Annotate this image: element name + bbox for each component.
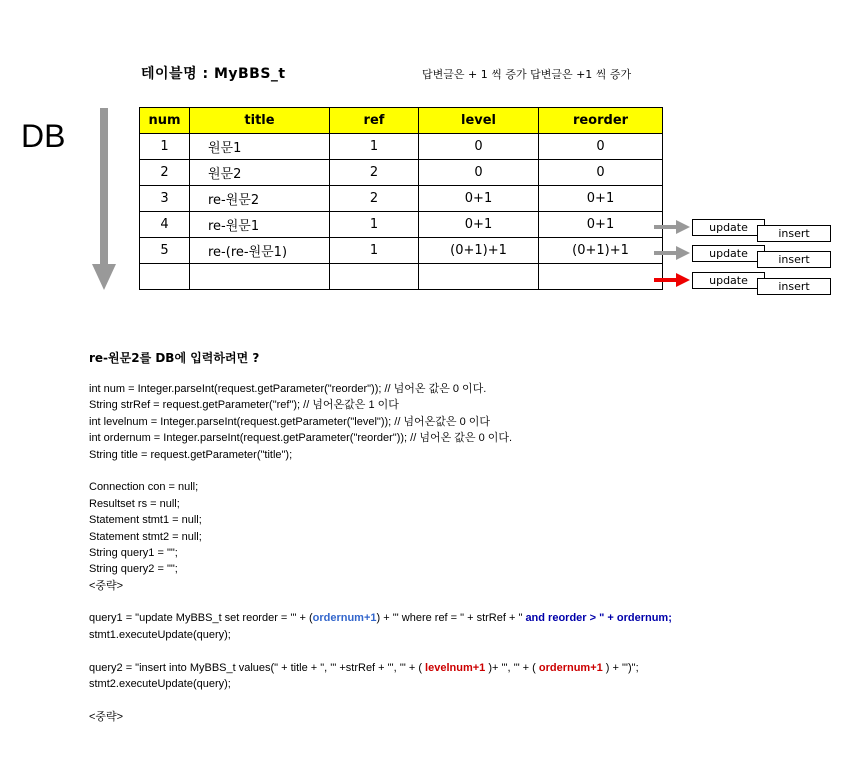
update-box: update: [692, 272, 765, 289]
code-line: int ordernum = Integer.parseInt(request.getParameter("reorder")); // 넘어온 값은 0 이다.: [89, 432, 513, 445]
code-line: Statement stmt2 = null;: [89, 530, 202, 543]
cell-level: (0+1)+1: [419, 238, 539, 264]
cell-title: 원문1: [190, 134, 330, 160]
cell-title: re-(re-원문1): [190, 238, 330, 264]
cell-title: 원문2: [190, 160, 330, 186]
insert-box: insert: [757, 225, 831, 242]
table-row: [140, 238, 663, 264]
cell-ref: 2: [330, 186, 419, 212]
code-highlight: ordernum+1: [312, 612, 377, 625]
db-label: DB: [21, 118, 66, 154]
cell-ref: 2: [330, 160, 419, 186]
column-header: reorder: [539, 108, 663, 134]
cell-title: re-원문2: [190, 186, 330, 212]
table-row: [140, 186, 663, 212]
cell-num: 4: [140, 212, 190, 238]
column-header: ref: [330, 108, 419, 134]
right-arrow-icon: [654, 273, 692, 287]
table-row: [140, 134, 663, 160]
code-line: <중략>: [89, 579, 124, 592]
code-line: String query1 = "";: [89, 546, 178, 559]
code-line: int levelnum = Integer.parseInt(request.getParameter("level")); // 넘어온값은 0 이다: [89, 415, 491, 428]
insert-box: insert: [757, 251, 831, 268]
column-header: num: [140, 108, 190, 134]
cell-ref: 1: [330, 134, 419, 160]
cell-reorder: 0+1: [539, 186, 663, 212]
cell-reorder: 0: [539, 160, 663, 186]
code-text: query2 = "insert into MyBBS_t values(" + title + ", '" +strRef + "', '" + (: [89, 661, 426, 674]
increment-note: 답변글은 + 1 씩 증가 답변글은 +1 씩 증가: [422, 68, 632, 81]
code-text: ) + "')";: [602, 661, 639, 674]
cell-num: 3: [140, 186, 190, 212]
cell-level: 0+1: [419, 212, 539, 238]
code-line: String title = request.getParameter("title");: [89, 448, 293, 461]
code-highlight: and reorder > " + ordernum;: [525, 612, 672, 625]
cell-ref: [330, 264, 419, 290]
cell-num: 5: [140, 238, 190, 264]
right-arrow-icon: [654, 220, 692, 234]
code-line: Connection con = null;: [89, 481, 199, 494]
table-title: 테이블명 : MyBBS_t: [141, 66, 286, 82]
cell-reorder: 0+1: [539, 212, 663, 238]
cell-level: 0: [419, 160, 539, 186]
cell-reorder: [539, 264, 663, 290]
table-row: [140, 212, 663, 238]
cell-level: [419, 264, 539, 290]
blank-line: [89, 463, 672, 479]
code-block: [89, 381, 672, 725]
code-line: Statement stmt1 = null;: [89, 514, 202, 527]
question-heading: re-원문2를 DB에 입력하려면 ?: [89, 351, 260, 365]
cell-ref: 1: [330, 212, 419, 238]
bbs-table: [139, 107, 663, 290]
cell-num: 2: [140, 160, 190, 186]
code-line: Resultset rs = null;: [89, 497, 180, 510]
cell-title: re-원문1: [190, 212, 330, 238]
column-header: title: [190, 108, 330, 134]
table-row: [140, 160, 663, 186]
code-text: )+ "', '" + (: [485, 661, 539, 674]
update-box: update: [692, 245, 765, 262]
table-header-row: [140, 108, 663, 134]
code-line: stmt2.executeUpdate(query);: [89, 678, 231, 691]
code-line: stmt1.executeUpdate(query);: [89, 628, 231, 641]
cell-level: 0+1: [419, 186, 539, 212]
down-arrow-icon: [88, 108, 122, 292]
code-line: <중략>: [89, 710, 124, 723]
cell-ref: 1: [330, 238, 419, 264]
right-arrow-icon: [654, 246, 692, 260]
table-row: [140, 264, 663, 290]
code-highlight: ordernum+1: [538, 661, 603, 674]
blank-line: [89, 594, 672, 610]
cell-level: 0: [419, 134, 539, 160]
code-line-query2: [89, 660, 672, 676]
code-line: String query2 = "";: [89, 563, 178, 576]
code-line-query1: [89, 610, 672, 626]
code-line: int num = Integer.parseInt(request.getParameter("reorder")); // 넘어온 값은 0 이다.: [89, 383, 487, 395]
code-highlight: levelnum+1: [425, 661, 486, 674]
blank-line: [89, 643, 672, 659]
code-text: ) + "' where ref = " + strRef + ": [376, 612, 526, 625]
cell-title: [190, 264, 330, 290]
cell-reorder: (0+1)+1: [539, 238, 663, 264]
code-text: query1 = "update MyBBS_t set reorder = '" + (: [89, 612, 313, 625]
blank-line: [89, 692, 672, 708]
cell-reorder: 0: [539, 134, 663, 160]
column-header: level: [419, 108, 539, 134]
update-box: update: [692, 219, 765, 236]
code-line: String strRef = request.getParameter("ref"); // 넘어온값은 1 이다: [89, 399, 399, 412]
cell-num: 1: [140, 134, 190, 160]
insert-box: insert: [757, 278, 831, 295]
cell-num: [140, 264, 190, 290]
